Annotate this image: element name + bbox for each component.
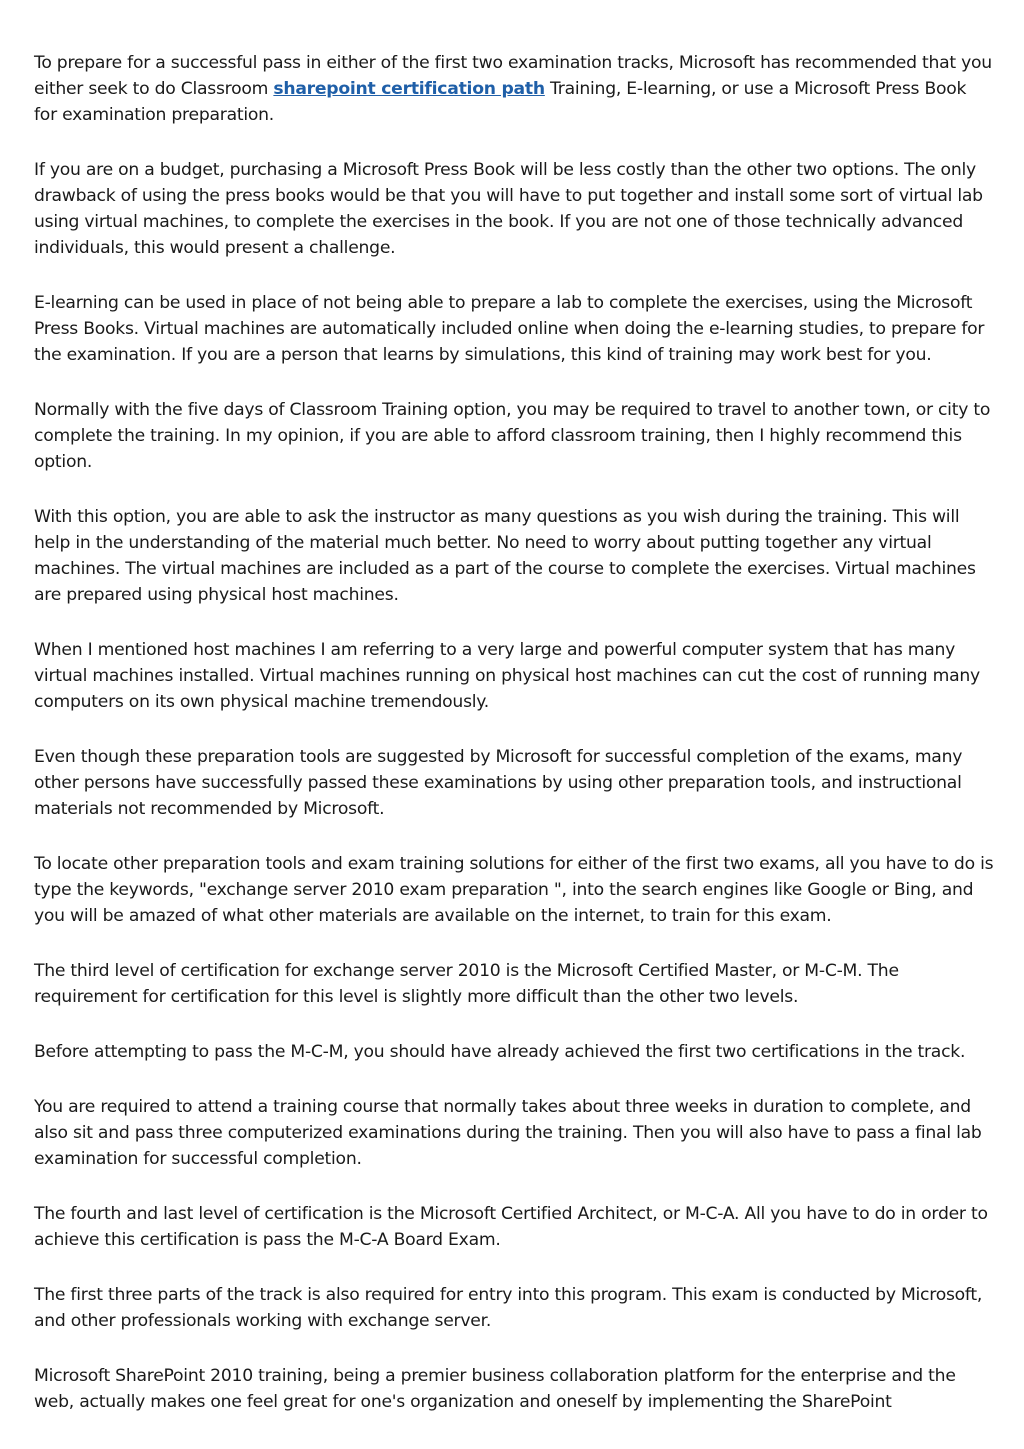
paragraph-2: If you are on a budget, purchasing a Microsoft Press Book will be less costly than the other two options. The only drawback of using the press books would be that you will have to put together and install some sort of virtual lab using virtual machines, to complete the exercises in the book. If you are not one of those technically advanced individuals, this would present a challenge. (34, 160, 983, 258)
document-body (34, 50, 994, 1444)
paragraph-5: With this option, you are able to ask the instructor as many questions as you wish during the training. This will help in the understanding of the material much better. No need to worry about putting together any virtual machines. The virtual machines are included as a part of the course to complete the exercises. Virtual machines are prepared using physical host machines. (34, 507, 976, 605)
paragraph-1 (34, 50, 994, 128)
paragraph-14: Microsoft SharePoint 2010 training, being a premier business collaboration platform for the enterprise and the web, actually makes one feel great for one's organization and oneself by implementing the SharePoint (34, 1366, 956, 1412)
paragraph-4: Normally with the five days of Classroom Training option, you may be required to travel to another town, or city to complete the training. In my opinion, if you are able to afford classroom training, then I highly recommend this option. (34, 400, 991, 472)
paragraph-1-text-start: To prepare for a successful pass in either of the first two examination tracks, Microsoft has recommended that you either seek to do Classroom (34, 53, 992, 99)
sharepoint-certification-path-link[interactable]: sharepoint certification path (273, 79, 545, 99)
paragraph-10: Before attempting to pass the M-C-M, you should have already achieved the first two certifications in the track. (34, 1042, 966, 1062)
paragraph-13: The first three parts of the track is also required for entry into this program. This exam is conducted by Microsoft, and other professionals working with exchange server. (34, 1285, 983, 1331)
paragraph-6: When I mentioned host machines I am referring to a very large and powerful computer system that has many virtual machines installed. Virtual machines running on physical host machines can cut the cost of running many computers on its own physical machine tremendously. (34, 640, 980, 712)
paragraph-1-text-end: Training, E-learning, or use a Microsoft Press Book for examination preparation. (34, 79, 967, 125)
paragraph-12: The fourth and last level of certification is the Microsoft Certified Architect, or M-C-A. All you have to do in order to achieve this certification is pass the M-C-A Board Exam. (34, 1204, 988, 1250)
paragraph-7: Even though these preparation tools are suggested by Microsoft for successful completion of the exams, many other persons have successfully passed these examinations by using other preparation tools, and instructional materials not recommended by Microsoft. (34, 747, 963, 819)
paragraph-8: To locate other preparation tools and exam training solutions for either of the first two exams, all you have to do is type the keywords, "exchange server 2010 exam preparation ", into the search engines like Google or Bing, and you will be amazed of what other materials are available on the internet, to train for this exam. (34, 854, 994, 926)
paragraph-3: E-learning can be used in place of not being able to prepare a lab to complete the exercises, using the Microsoft Press Books. Virtual machines are automatically included online when doing the e-learning studies, to prepare for the examination. If you are a person that learns by simulations, this kind of training may work best for you. (34, 293, 985, 365)
paragraph-9: The third level of certification for exchange server 2010 is the Microsoft Certified Master, or M-C-M. The requirement for certification for this level is slightly more difficult than the other two levels. (34, 961, 899, 1007)
paragraph-11: You are required to attend a training course that normally takes about three weeks in duration to complete, and also sit and pass three computerized examinations during the training. Then you will also have to pass a final lab examination for successful completion. (34, 1097, 982, 1169)
